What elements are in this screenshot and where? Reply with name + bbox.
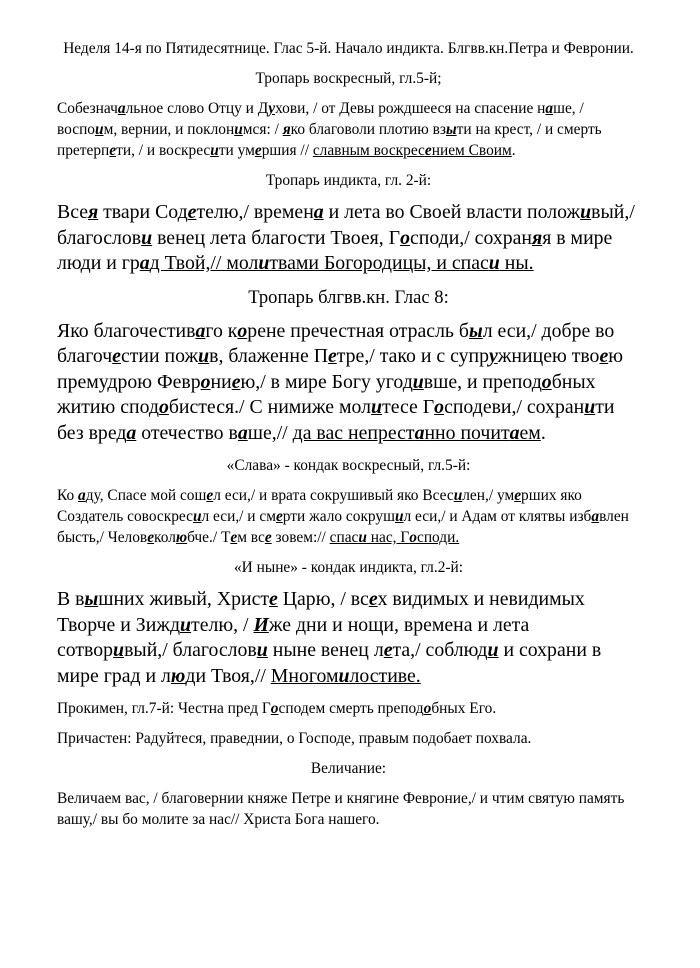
troparion-sunday-heading: Тропарь воскресный, гл.5-й; — [255, 70, 442, 87]
kontakion-now-heading: «И ныне» - кондак индикта, гл.2-й: — [233, 559, 464, 576]
troparion-sunday-text: Собезначальное слово Отцу и Духови, / от Девы рождшееся на спасение наше, / воспоим, вернии, и поклонимся: / яко благоволи плотию взыти на крест, / и смерть претерпети, / и воскресити умершия // славным воскресением Своим. — [57, 100, 602, 159]
troparion-indiction-text: Всея твари Содетелю,/ времена и лета во Своей власти положивый,/ благослови венец лета благости Твоея, Господи,/ сохраняя в мире люди и град Твой,// молитвами Богородицы, и спаси ны. — [57, 201, 635, 274]
troparion-indiction-heading: Тропарь индикта, гл. 2-й: — [265, 172, 432, 189]
kontakion-now-text: В вышних живый, Христе Царю, / всех видимых и невидимых Творче и Зиждителю, / Иже дни и нощи, времена и лета сотворивый,/ благослови ныне венец лета,/ соблюди и сохрани в мире град и люди Твоя,// Многомилостиве. — [57, 588, 602, 687]
page-title: Неделя 14-я по Пятидесятнице. Глас 5-й. Начало индикта. Блгвв.кн.Петра и Февронии. — [63, 40, 634, 57]
kontakion-glory-text: Ко аду, Спасе мой сошел еси,/ и врата сокрушивый яко Всесилен,/ умерших яко Создатель совоскресил еси,/ и смерти жало сокрушил еси,/ и Адам от клятвы избавлен бысть,/ Человеколюбче./ Тем все зовем:// спаси нас, Господи. — [57, 487, 629, 546]
velichanie-heading: Величание: — [310, 760, 387, 777]
velichanie-text: Величаем вас, / благовернии княже Петре и княгине Февроние,/ и чтим святую память вашу,/ вы бо молите за нас// Христа Бога нашего. — [57, 790, 625, 828]
prichasten-text: Причастен: Радуйтеся, праведнии, о Господе, правым подобает похвала. — [57, 730, 532, 747]
troparion-saints-text: Яко благочестиваго корене пречестная отрасль был еси,/ добре во благочестии пожив, блаженне Петре,/ тако и с супружницею твоею премудрою Феврониею,/ в мире Богу угодивше, и преподобных житию сподобистеся./ С нимиже молитесе Господеви,/ сохранити без вреда отечество ваше,// да вас непрестанно почитаем. — [57, 319, 623, 444]
prokimen-text: Прокимен, гл.7-й: Честна пред Господем смерть преподобных Его. — [57, 700, 497, 717]
troparion-saints-heading: Тропарь блгвв.кн. Глас 8: — [248, 286, 449, 308]
kontakion-glory-heading: «Слава» - кондак воскресный, гл.5-й: — [226, 457, 471, 474]
